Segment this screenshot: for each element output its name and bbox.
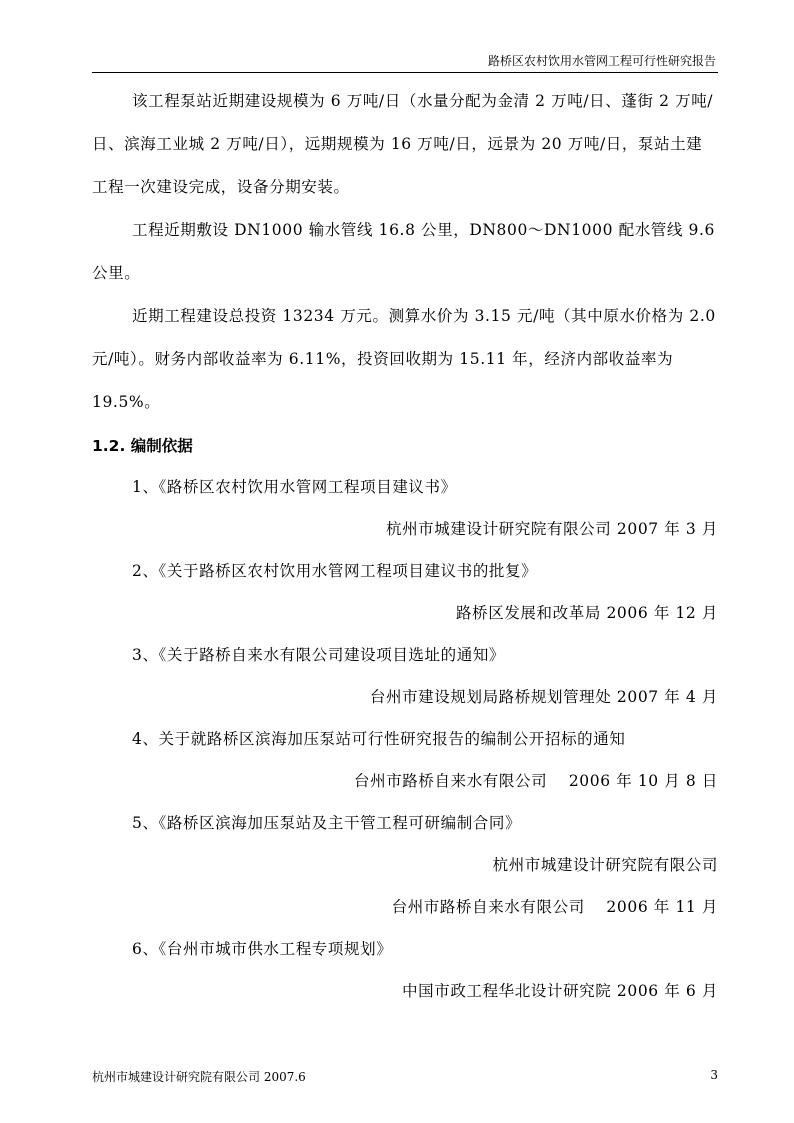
reference-source: 路桥区发展和改革局 2006 年 12 月 bbox=[456, 604, 718, 622]
reference-item bbox=[92, 466, 718, 550]
reference-source: 台州市路桥自来水有限公司 2006 年 11 月 bbox=[391, 898, 718, 916]
footer-organization: 杭州市城建设计研究院有限公司 2007.6 bbox=[92, 1070, 306, 1084]
page-header bbox=[92, 50, 718, 73]
reference-title: 1、《路桥区农村饮用水管网工程项目建议书》 bbox=[132, 478, 457, 496]
reference-source: 杭州市城建设计研究院有限公司 2007 年 3 月 bbox=[385, 520, 718, 538]
document-body bbox=[92, 80, 718, 1012]
reference-item bbox=[92, 718, 718, 802]
reference-item bbox=[92, 550, 718, 634]
reference-item bbox=[92, 928, 718, 1012]
paragraph: 近期工程建设总投资 13234 万元。测算水价为 3.15 元/吨（其中原水价格为 2.0 元/吨）。财务内部收益率为 6.11%，投资回收期为 15.11 年，经济内部收益率为 19.5%。 bbox=[92, 307, 716, 411]
reference-title: 4、关于就路桥区滨海加压泵站可行性研究报告的编制公开招标的通知 bbox=[132, 730, 626, 748]
header-title: 路桥区农村饮用水管网工程可行性研究报告 bbox=[487, 54, 716, 68]
section-heading: 1.2. 编制依据 bbox=[92, 437, 193, 455]
reference-item bbox=[92, 634, 718, 718]
reference-source: 中国市政工程华北设计研究院 2006 年 6 月 bbox=[402, 982, 718, 1000]
page-number: 3 bbox=[710, 1068, 718, 1082]
reference-title: 5、《路桥区滨海加压泵站及主干管工程可研编制合同》 bbox=[132, 814, 522, 832]
reference-item bbox=[92, 802, 718, 928]
reference-source: 台州市建设规划局路桥规划管理处 2007 年 4 月 bbox=[369, 688, 718, 706]
reference-source: 杭州市城建设计研究院有限公司 bbox=[492, 856, 718, 874]
reference-source: 台州市路桥自来水有限公司 2006 年 10 月 8 日 bbox=[354, 772, 718, 790]
reference-title: 2、《关于路桥区农村饮用水管网工程项目建议书的批复》 bbox=[132, 562, 538, 580]
reference-title: 3、《关于路桥自来水有限公司建设项目选址的通知》 bbox=[132, 646, 506, 664]
paragraph: 该工程泵站近期建设规模为 6 万吨/日（水量分配为金清 2 万吨/日、蓬街 2 万吨/日、滨海工业城 2 万吨/日），远期规模为 16 万吨/日，远景为 20 万吨/日，泵站土建工程一次建设完成，设备分期安装。 bbox=[92, 92, 714, 196]
paragraph: 工程近期敷设 DN1000 输水管线 16.8 公里，DN800～DN1000 配水管线 9.6 公里。 bbox=[92, 221, 715, 282]
reference-title: 6、《台州市城市供水工程专项规划》 bbox=[132, 940, 393, 958]
